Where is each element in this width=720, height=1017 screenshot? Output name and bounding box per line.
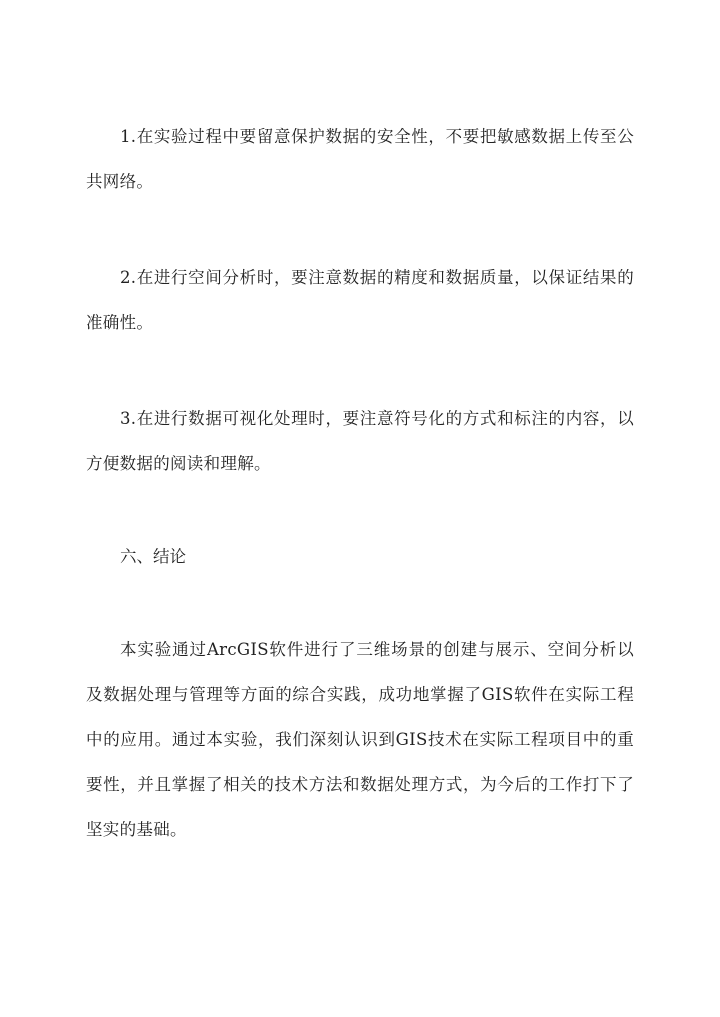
conclusion-paragraph: 本实验通过ArcGIS软件进行了三维场景的创建与展示、空间分析以及数据处理与管理等方面的综合实践，成功地掌握了GIS软件在实际工程中的应用。通过本实验，我们深刻认识到GIS技术在实际工程项目中的重要性，并且掌握了相关的技术方法和数据处理方式，为今后的工作打下了坚实的基础。 <box>86 640 634 839</box>
section-heading-conclusion: 六、结论 <box>120 547 186 566</box>
note-paragraph-3: 3.在进行数据可视化处理时，要注意符号化的方式和标注的内容，以方便数据的阅读和理解。 <box>86 409 634 473</box>
note-paragraph-1: 1.在实验过程中要留意保护数据的安全性，不要把敏感数据上传至公共网络。 <box>86 127 634 191</box>
note-paragraph-2: 2.在进行空间分析时，要注意数据的精度和数据质量，以保证结果的准确性。 <box>86 268 634 332</box>
